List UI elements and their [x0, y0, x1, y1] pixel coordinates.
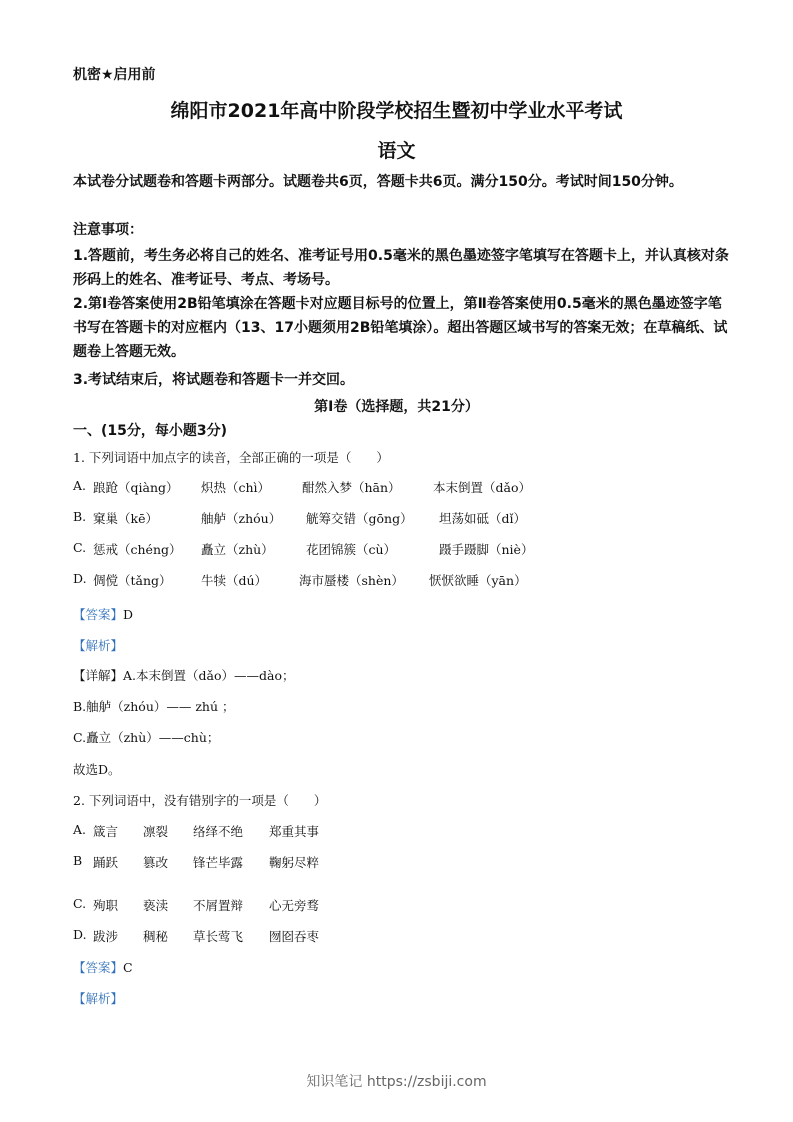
- q2-analysis-tag: 【解析】: [73, 991, 124, 1006]
- answer-value: C: [123, 960, 133, 975]
- notice-item-2: 2.第Ⅰ卷答案使用2B铅笔填涂在答题卡对应题目标号的位置上，第Ⅱ卷答案使用0.5毫米的黑色墨迹签字笔书写在答题卡的对应框内（13、17小题须用2B铅笔填涂）。超出答题区域书写的答案无效；在草稿纸、试题卷上答题无效。: [73, 296, 728, 360]
- option-label: C.: [73, 896, 87, 911]
- option-item: 稠秘: [143, 929, 169, 944]
- q1-answer: [73, 605, 133, 623]
- answer-value: D: [123, 607, 134, 622]
- option-item: 窠巢（kē）: [93, 511, 158, 526]
- confidential-label: 机密★启用前: [73, 67, 156, 83]
- option-item: 亵渎: [143, 898, 169, 913]
- option-item: 鞠躬尽粹: [269, 855, 320, 870]
- q1-detail-c: C.矗立（zhù）——chù；: [73, 730, 220, 745]
- question-1-stem: 1. 下列词语中加点字的读音，全部正确的一项是（ ）: [73, 450, 389, 465]
- notice-title: 注意事项：: [73, 222, 143, 238]
- part-title: 一、(15分，每小题3分): [73, 423, 228, 439]
- detail-tag: 【详解】: [73, 668, 124, 683]
- option-item: 篡改: [143, 855, 169, 870]
- subject-title: 语文: [377, 140, 416, 162]
- option-item: 花团锦簇（cù）: [306, 542, 397, 557]
- answer-tag: 【答案】: [73, 960, 124, 975]
- option-label: D.: [73, 927, 87, 942]
- footer-watermark: 知识笔记 https://zsbiji.com: [306, 1074, 487, 1090]
- option-label: A.: [73, 822, 87, 837]
- option-item: 锋芒毕露: [193, 855, 244, 870]
- answer-tag: 【答案】: [73, 607, 124, 622]
- option-item: 囫囵吞枣: [269, 929, 320, 944]
- option-label: D.: [73, 571, 87, 586]
- q1-conclusion: 故选D。: [73, 762, 121, 777]
- option-item: 海市蜃楼（shèn）: [299, 573, 404, 588]
- option-item: 蹑手蹑脚（niè）: [439, 542, 534, 557]
- exam-title: 绵阳市2021年高中阶段学校招生暨初中学业水平考试: [170, 100, 623, 122]
- option-label: B.: [73, 509, 87, 524]
- option-label: A.: [73, 478, 87, 493]
- option-item: 矗立（zhù）: [201, 542, 274, 557]
- q1-detail-b: B.舳舻（zhóu）—— zhú ；: [73, 699, 235, 714]
- option-label: B: [73, 853, 83, 868]
- option-item: 恹恹欲睡（yān）: [429, 573, 527, 588]
- option-item: 心无旁骛: [269, 898, 320, 913]
- option-item: 本末倒置（dǎo）: [433, 480, 531, 495]
- option-item: 草长莺飞: [193, 929, 244, 944]
- q1-detail-a: [73, 666, 294, 684]
- option-item: 殉职: [93, 898, 119, 913]
- option-item: 酣然入梦（hān）: [302, 480, 401, 495]
- notice-item-1: 1.答题前，考生务必将自己的姓名、准考证号用0.5毫米的黑色墨迹签字笔填写在答题卡上，并认真核对条形码上的姓名、准考证号、考点、考场号。: [73, 248, 729, 288]
- option-item: 不屑置辩: [193, 898, 244, 913]
- option-item: 踊跃: [93, 855, 119, 870]
- option-item: 觥筹交错（gōng）: [306, 511, 413, 526]
- section-title: 第Ⅰ卷（选择题，共21分）: [314, 399, 479, 415]
- question-2-stem: 2. 下列词语中，没有错别字的一项是（ ）: [73, 793, 327, 808]
- option-item: 坦荡如砥（dǐ）: [439, 511, 526, 526]
- q1-analysis-tag: 【解析】: [73, 638, 124, 653]
- option-item: 惩戒（chéng）: [93, 542, 182, 557]
- option-item: 络绎不绝: [193, 824, 244, 839]
- option-item: 跋涉: [93, 929, 119, 944]
- option-item: 踉跄（qiàng）: [93, 480, 179, 495]
- detail-text: A.本末倒置（dǎo）——dào；: [123, 668, 295, 683]
- option-item: 凛裂: [143, 824, 169, 839]
- option-label: C.: [73, 540, 87, 555]
- option-item: 炽热（chì）: [201, 480, 271, 495]
- option-item: 郑重其事: [269, 824, 320, 839]
- notice-item-3: 3.考试结束后，将试题卷和答题卡一并交回。: [73, 372, 355, 388]
- option-item: 牛犊（dú）: [201, 573, 268, 588]
- q2-answer: [73, 958, 133, 976]
- option-item: 舳舻（zhóu）: [201, 511, 282, 526]
- option-item: 倜傥（tǎng）: [93, 573, 172, 588]
- option-item: 箴言: [93, 824, 119, 839]
- exam-intro: 本试卷分试题卷和答题卡两部分。试题卷共6页，答题卡共6页。满分150分。考试时间150分钟。: [73, 174, 683, 190]
